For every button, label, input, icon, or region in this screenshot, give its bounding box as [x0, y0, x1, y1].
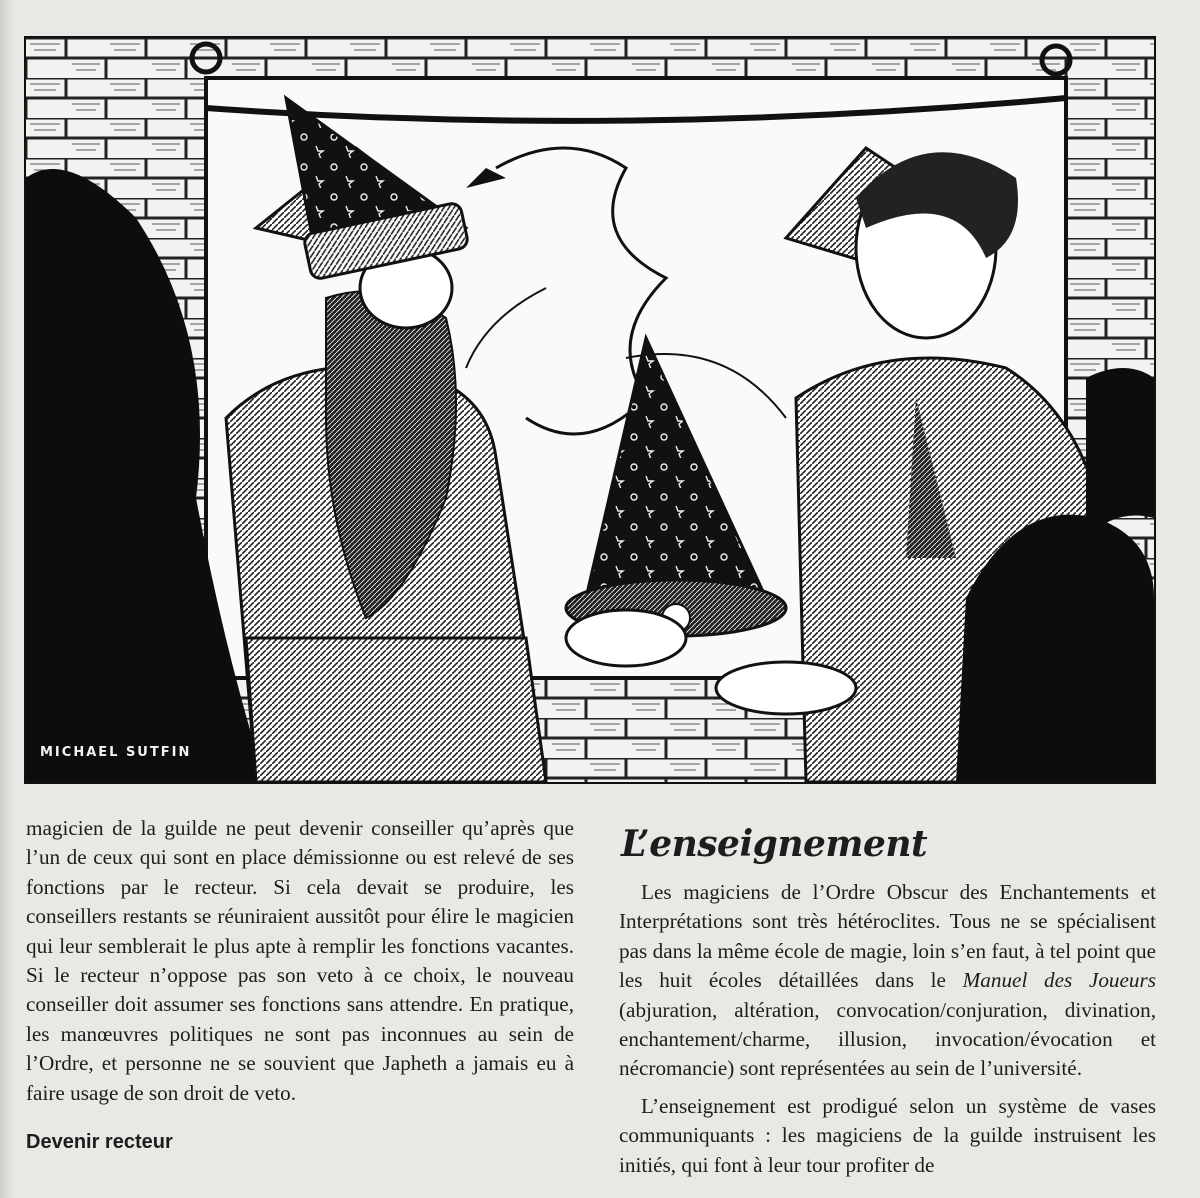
page-edge	[0, 0, 14, 1198]
subheading-devenir-recteur: Devenir recteur	[26, 1131, 173, 1154]
illustration	[24, 36, 1156, 784]
section-heading: L’enseignement	[621, 823, 928, 865]
right-paragraph-2: L’enseignement est prodigué selon un système de vases communiquants : les magiciens de la guilde instruisent les initiés, qui font à leur tour profiter de	[619, 1093, 1156, 1177]
left-text-column	[26, 814, 574, 1157]
artist-signature: MICHAEL SUTFIN	[40, 745, 192, 760]
right-text-column	[619, 814, 1156, 1180]
right-paragraph-1	[619, 878, 1156, 1084]
p1-text-before: Les magiciens de l’Ordre Obscur des Enchantements et Interprétations sont très hétéroclites. Tous ne se spécialisent pas dans la même école de magie, loin s’en faut, à tel point que les huit écoles détaillées dans le	[619, 880, 1156, 993]
left-paragraph: magicien de la guilde ne peut devenir conseiller qu’après que l’un de ceux qui sont en place démissionne ou est relevé de ses fonctions par le recteur. Si cela devait se produire, les conseillers restants se réuniraient aussitôt pour élire le magicien qui leur semblerait le plus apte à remplir les fonctions vacantes. Si le recteur n’oppose pas son veto à ce choix, le nouveau conseiller doit assumer ses fonctions sans attendre. En pratique, les manœuvres politiques ne sont pas inconnues au sein de l’Ordre, et personne ne se souvient que Japheth a jamais eu à faire usage de son droit de veto.	[26, 816, 574, 1105]
p1-text-after: (abjuration, altération, convocation/conjuration, divination, enchantement/charme, illusion, invocation/évocation et nécromancie) sont représentées au sein de l’université.	[619, 997, 1156, 1081]
p1-book-title: Manuel des Joueurs	[962, 968, 1156, 993]
illustration-artwork	[26, 38, 1154, 782]
